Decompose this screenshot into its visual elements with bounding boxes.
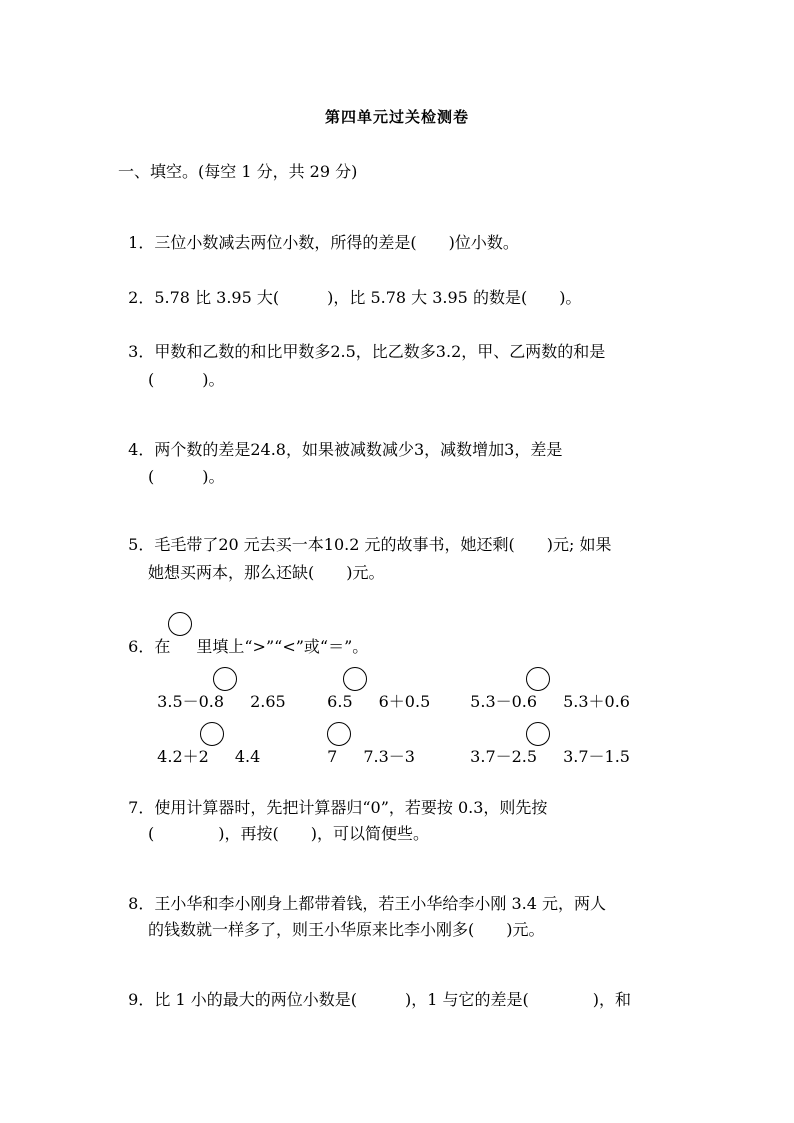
question-3-line-2: ( )。 xyxy=(148,370,225,389)
compare-right: 6＋0.5 xyxy=(378,692,431,711)
compare-right: 2.65 xyxy=(250,692,286,711)
compare-item-2 xyxy=(317,678,430,710)
question-number: 3． xyxy=(128,342,155,361)
compare-left: 3.5－0.8 xyxy=(157,692,225,711)
question-5 xyxy=(118,521,611,553)
question-text-post: 里填上“>”“<”或“＝”。 xyxy=(196,637,369,656)
question-7-line-2: ( )，再按( )，可以简便些。 xyxy=(148,824,429,843)
question-number: 2． xyxy=(128,288,155,307)
question-text-pre: 在 xyxy=(154,637,171,656)
question-text: 两个数的差是24.8，如果被减数减少3，减数增加3，差是 xyxy=(154,440,563,459)
question-text: 比 1 小的最大的两位小数是( )，1 与它的差是( )，和 xyxy=(154,990,631,1009)
question-number: 1． xyxy=(128,233,155,252)
question-number: 4． xyxy=(128,440,155,459)
compare-left: 4.2＋2 xyxy=(157,747,209,766)
question-number: 5． xyxy=(128,535,155,554)
question-3 xyxy=(118,328,605,360)
question-number: 6． xyxy=(128,637,155,656)
comparison-circle-blank[interactable] xyxy=(343,667,367,691)
compare-left: 7 xyxy=(327,747,338,766)
question-4-line-2: ( )。 xyxy=(148,467,225,486)
question-number: 9． xyxy=(128,990,155,1009)
question-text: 三位小数减去两位小数，所得的差是( )位小数。 xyxy=(154,233,519,252)
section-heading: 一、填空。(每空 1 分，共 29 分) xyxy=(118,162,358,181)
question-text: 王小华和李小刚身上都带着钱，若王小华给李小刚 3.4 元，两人 xyxy=(154,894,606,913)
question-9 xyxy=(118,976,631,1008)
question-8 xyxy=(118,880,606,912)
question-text: 使用计算器时，先把计算器归“0”，若要按 0.3，则先按 xyxy=(154,798,548,817)
compare-right: 4.4 xyxy=(234,747,261,766)
question-7 xyxy=(118,784,547,816)
compare-right: 7.3－3 xyxy=(363,747,415,766)
compare-left: 5.3－0.6 xyxy=(470,692,538,711)
question-text: 甲数和乙数的和比甲数多2.5，比乙数多3.2，甲、乙两数的和是 xyxy=(154,342,606,361)
compare-right: 3.7－1.5 xyxy=(563,747,630,766)
comparison-circle-blank[interactable] xyxy=(200,722,224,746)
question-number: 7． xyxy=(128,798,155,817)
question-number: 8． xyxy=(128,894,155,913)
comparison-circle-blank[interactable] xyxy=(213,667,237,691)
compare-right: 5.3＋0.6 xyxy=(563,692,630,711)
question-1 xyxy=(118,219,519,251)
question-6 xyxy=(118,623,368,655)
comparison-circle-blank[interactable] xyxy=(526,722,550,746)
comparison-circle-icon xyxy=(168,612,192,636)
question-text: 毛毛带了20 元去买一本10.2 元的故事书，她还剩( )元; 如果 xyxy=(154,535,612,554)
question-8-line-2: 的钱数就一样多了，则王小华原来比李小刚多( )元。 xyxy=(148,920,545,939)
compare-left: 6.5 xyxy=(327,692,353,711)
question-5-line-2: 她想买两本，那么还缺( )元。 xyxy=(148,563,385,582)
question-2 xyxy=(118,274,581,306)
page-title: 第四单元过关检测卷 xyxy=(324,108,469,126)
comparison-circle-blank[interactable] xyxy=(526,667,550,691)
compare-left: 3.7－2.5 xyxy=(470,747,538,766)
question-text: 5.78 比 3.95 大( )，比 5.78 大 3.95 的数是( )。 xyxy=(154,288,582,307)
question-4 xyxy=(118,426,562,458)
comparison-circle-blank[interactable] xyxy=(327,722,351,746)
